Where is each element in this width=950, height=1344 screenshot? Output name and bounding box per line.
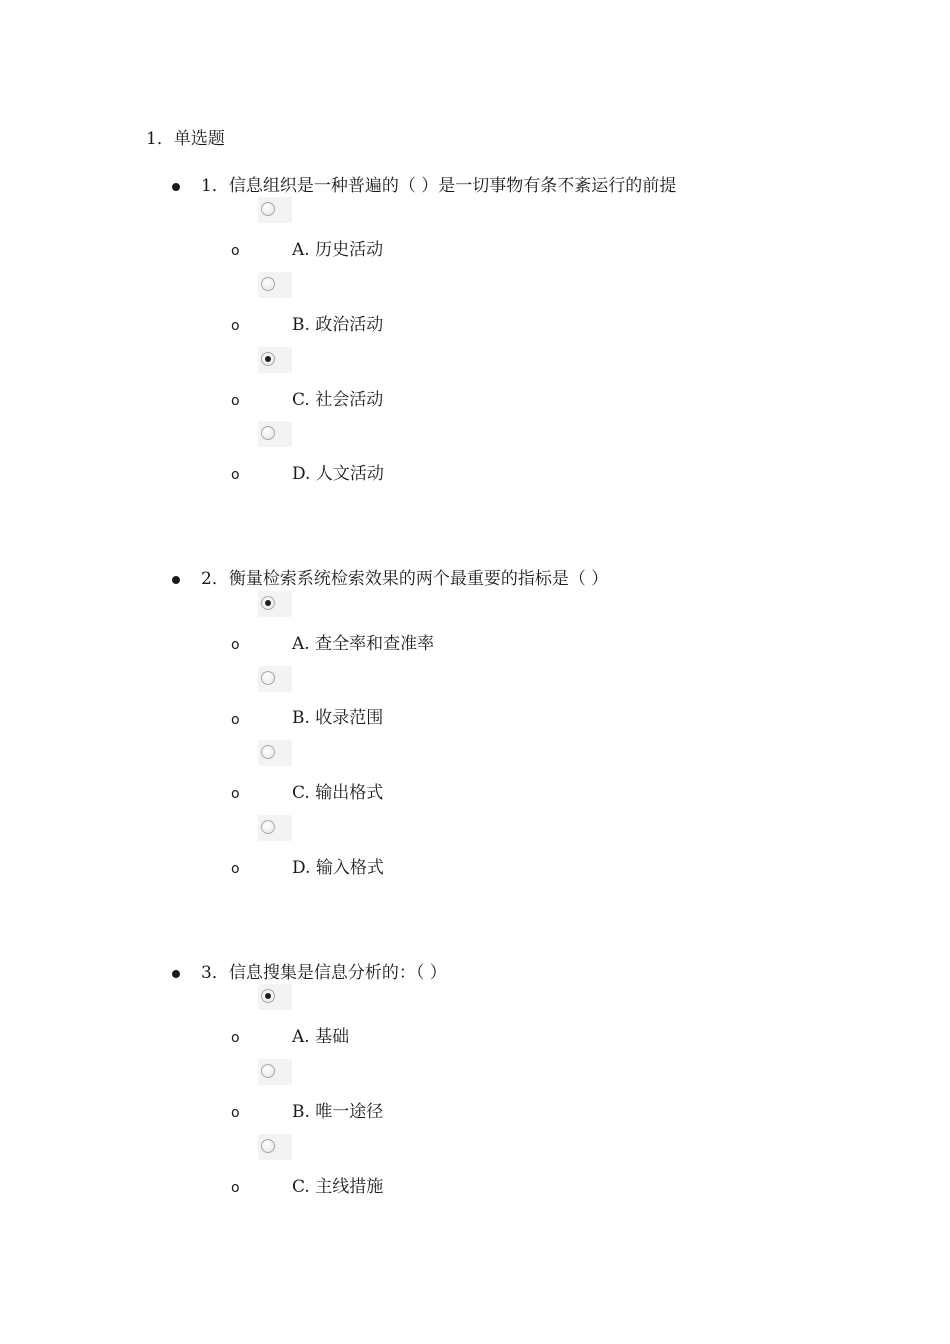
radio-option[interactable]	[258, 591, 292, 617]
option-bullet: o	[231, 786, 240, 802]
radio-option[interactable]	[258, 1134, 292, 1160]
option-bullet: o	[231, 1030, 240, 1046]
radio-button-icon[interactable]	[261, 426, 275, 440]
option-bullet: o	[231, 637, 240, 653]
radio-option[interactable]	[258, 984, 292, 1010]
question-text: 2．衡量检索系统检索效果的两个最重要的指标是（ ）	[201, 569, 609, 589]
option-label: B. 唯一途径	[292, 1102, 384, 1122]
radio-button-icon[interactable]	[261, 671, 275, 685]
radio-option[interactable]	[258, 815, 292, 841]
option-label: C. 社会活动	[292, 390, 384, 410]
question-text: 3．信息搜集是信息分析的：（ ）	[201, 963, 447, 983]
question-bullet-icon	[172, 183, 180, 191]
radio-option[interactable]	[258, 1059, 292, 1085]
option-label: C. 主线措施	[292, 1177, 384, 1197]
radio-option[interactable]	[258, 272, 292, 298]
radio-button-icon[interactable]	[261, 596, 275, 610]
option-label: C. 输出格式	[292, 783, 384, 803]
option-bullet: o	[231, 467, 240, 483]
radio-button-icon[interactable]	[261, 745, 275, 759]
option-label: A. 查全率和查准率	[292, 634, 435, 654]
radio-button-icon[interactable]	[261, 352, 275, 366]
option-bullet: o	[231, 1180, 240, 1196]
radio-button-icon[interactable]	[261, 820, 275, 834]
question-bullet-icon	[172, 576, 180, 584]
radio-option[interactable]	[258, 421, 292, 447]
option-label: D. 输入格式	[292, 858, 384, 878]
radio-button-icon[interactable]	[261, 989, 275, 1003]
radio-option[interactable]	[258, 740, 292, 766]
option-label: A. 历史活动	[292, 240, 384, 260]
radio-button-icon[interactable]	[261, 277, 275, 291]
option-label: B. 收录范围	[292, 708, 384, 728]
radio-button-icon[interactable]	[261, 1064, 275, 1078]
option-bullet: o	[231, 712, 240, 728]
option-bullet: o	[231, 318, 240, 334]
radio-button-icon[interactable]	[261, 1139, 275, 1153]
option-label: B. 政治活动	[292, 315, 384, 335]
radio-option[interactable]	[258, 347, 292, 373]
option-bullet: o	[231, 861, 240, 877]
option-bullet: o	[231, 243, 240, 259]
radio-button-icon[interactable]	[261, 202, 275, 216]
radio-option[interactable]	[258, 197, 292, 223]
question-text: 1．信息组织是一种普遍的（ ）是一切事物有条不紊运行的前提	[201, 176, 677, 196]
option-label: D. 人文活动	[292, 464, 384, 484]
option-bullet: o	[231, 393, 240, 409]
question-bullet-icon	[172, 970, 180, 978]
option-bullet: o	[231, 1105, 240, 1121]
option-label: A. 基础	[292, 1027, 350, 1047]
radio-option[interactable]	[258, 666, 292, 692]
section-heading: 1．单选题	[146, 129, 225, 149]
